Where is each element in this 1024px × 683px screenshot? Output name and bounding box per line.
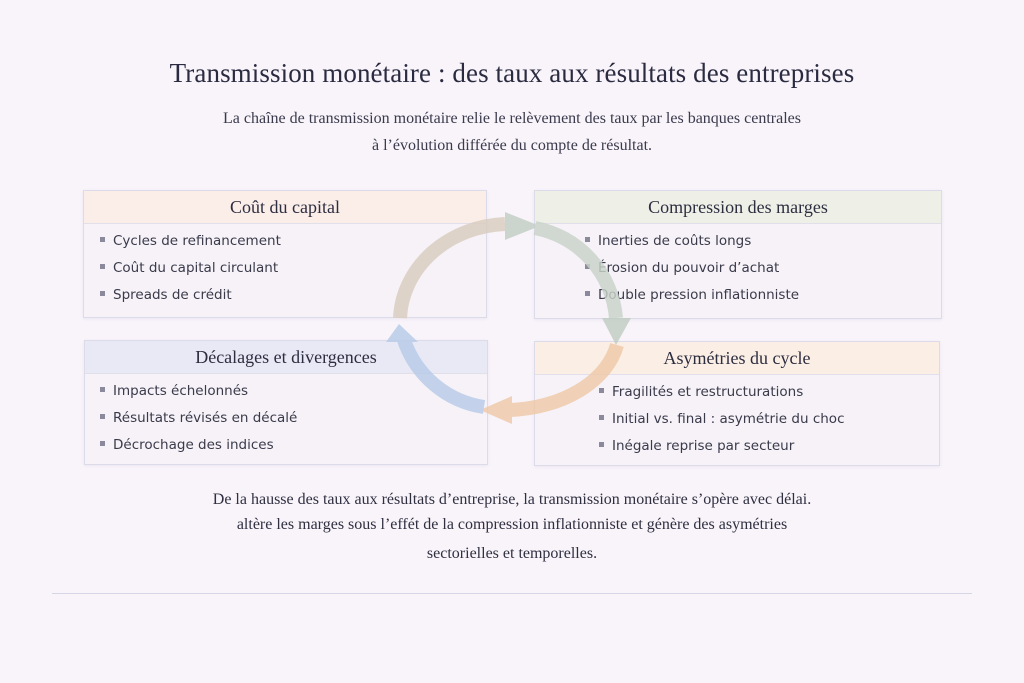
bullet-icon: [100, 441, 105, 446]
bullet-icon: [585, 264, 590, 269]
bullet-icon: [599, 442, 604, 447]
conclusion-line-3: sectorielles et temporelles.: [426, 545, 598, 562]
list-item: Impacts échelonnés: [100, 378, 487, 405]
divider: [52, 593, 972, 594]
page-title: Transmission monétaire : des taux aux résultats des entreprises: [169, 58, 855, 88]
box-decalages-et-divergences: [84, 340, 488, 465]
list-item: Double pression inflationniste: [585, 282, 941, 309]
box-header: Décalages et divergences: [85, 341, 487, 374]
bullet-icon: [599, 415, 604, 420]
box-asymetries-du-cycle: [534, 341, 940, 466]
conclusion-line-2: altère les marges sous l’effét de la compression inflationniste et génère des asymétries: [236, 516, 788, 533]
list-item: Résultats révisés en décalé: [100, 405, 487, 432]
subtitle-line-1: La chaîne de transmission monétaire relie le relèvement des taux par les banques centrales: [223, 110, 801, 127]
bullet-icon: [599, 388, 604, 393]
box-header: Compression des marges: [535, 191, 941, 224]
bullet-icon: [100, 237, 105, 242]
list-item: Érosion du pouvoir d’achat: [585, 255, 941, 282]
box-cout-du-capital: [83, 190, 487, 318]
list-item: Spreads de crédit: [100, 282, 486, 309]
bullet-icon: [100, 387, 105, 392]
bullet-icon: [585, 291, 590, 296]
bullet-icon: [585, 237, 590, 242]
list-item: Inerties de coûts longs: [585, 228, 941, 255]
box-compression-des-marges: [534, 190, 942, 319]
bullet-icon: [100, 264, 105, 269]
box-list: [535, 224, 941, 309]
box-list: [85, 374, 487, 459]
bullet-icon: [100, 291, 105, 296]
list-item: Coût du capital circulant: [100, 255, 486, 282]
box-list: [535, 375, 939, 460]
list-item: Initial vs. final : asymétrie du choc: [599, 406, 939, 433]
list-item: Décrochage des indices: [100, 432, 487, 459]
box-list: [84, 224, 486, 309]
bullet-icon: [100, 414, 105, 419]
list-item: Fragilités et restructurations: [599, 379, 939, 406]
box-header: Coût du capital: [84, 191, 486, 224]
box-header: Asymétries du cycle: [535, 342, 939, 375]
list-item: Cycles de refinancement: [100, 228, 486, 255]
subtitle-line-2: à l’évolution différée du compte de résultat.: [371, 137, 653, 154]
conclusion-line-1: De la hausse des taux aux résultats d’entreprise, la transmission monétaire s’opère avec délai.: [212, 491, 812, 508]
list-item: Inégale reprise par secteur: [599, 433, 939, 460]
